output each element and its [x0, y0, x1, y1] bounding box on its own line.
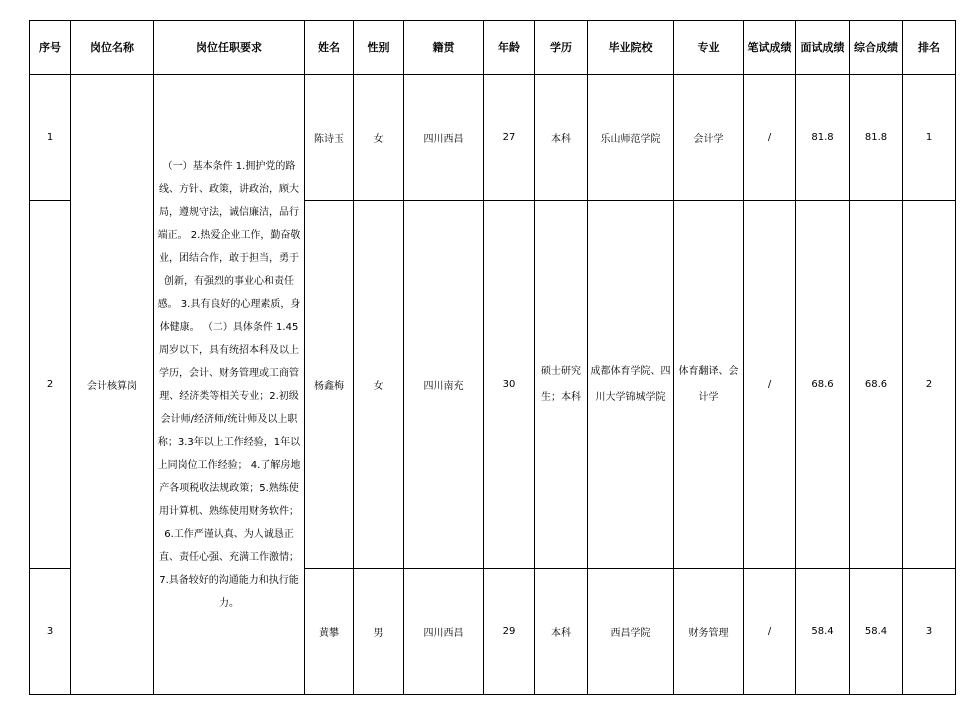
header-major: 专业 [674, 21, 744, 75]
cell-school: 成都体育学院、四川大学锦城学院 [588, 201, 674, 569]
cell-name: 陈诗玉 [305, 75, 354, 201]
cell-school: 西昌学院 [588, 569, 674, 695]
cell-name: 杨鑫梅 [305, 201, 354, 569]
cell-total: 58.4 [850, 569, 903, 695]
table-header-row [30, 21, 956, 75]
cell-school: 乐山师范学院 [588, 75, 674, 201]
cell-origin: 四川西昌 [404, 75, 484, 201]
header-requirements: 岗位任职要求 [154, 21, 305, 75]
cell-education: 本科 [535, 569, 588, 695]
cell-requirements: （一）基本条件 1.拥护党的路线、方针、政策，讲政治，顾大局，遵规守法，诚信廉洁，品行端正。 2.热爱企业工作，勤奋敬业，团结合作，敢于担当，勇于创新，有强烈的事业心和责任感。 3.具有良好的心理素质，身体健康。 （二）具体条件 1.45周岁以下，具有统招本科及以上学历，会计、财务管理或工商管理、经济类等相关专业；2.初级会计师/经济师/统计师及以上职称；3.3年以上工作经验，1年以上同岗位工作经验； 4.了解房地产各项税收法规政策；5.熟练使用计算机、熟练使用财务软件； 6.工作严谨认真、为人诚恳正直、责任心强、充满工作激情； 7.具备较好的沟通能力和执行能力。 [154, 75, 305, 695]
cell-major: 体育翻译、会计学 [674, 201, 744, 569]
cell-gender: 女 [354, 75, 404, 201]
cell-written: / [744, 201, 796, 569]
cell-rank: 1 [903, 75, 956, 201]
header-gender: 性别 [354, 21, 404, 75]
cell-total: 81.8 [850, 75, 903, 201]
header-origin: 籍贯 [404, 21, 484, 75]
cell-rank: 2 [903, 201, 956, 569]
table-row [30, 75, 956, 201]
cell-education: 硕士研究生；本科 [535, 201, 588, 569]
cell-major: 财务管理 [674, 569, 744, 695]
header-position: 岗位名称 [71, 21, 154, 75]
header-name: 姓名 [305, 21, 354, 75]
cell-interview: 58.4 [796, 569, 850, 695]
cell-age: 30 [484, 201, 535, 569]
cell-interview: 81.8 [796, 75, 850, 201]
cell-total: 68.6 [850, 201, 903, 569]
header-written: 笔试成绩 [744, 21, 796, 75]
cell-no: 2 [30, 201, 71, 569]
cell-origin: 四川南充 [404, 201, 484, 569]
cell-no: 3 [30, 569, 71, 695]
cell-gender: 女 [354, 201, 404, 569]
cell-age: 29 [484, 569, 535, 695]
cell-interview: 68.6 [796, 201, 850, 569]
header-age: 年龄 [484, 21, 535, 75]
cell-no: 1 [30, 75, 71, 201]
cell-written: / [744, 569, 796, 695]
cell-education: 本科 [535, 75, 588, 201]
cell-position-name: 会计核算岗 [71, 75, 154, 695]
header-rank: 排名 [903, 21, 956, 75]
header-interview: 面试成绩 [796, 21, 850, 75]
cell-major: 会计学 [674, 75, 744, 201]
header-school: 毕业院校 [588, 21, 674, 75]
cell-written: / [744, 75, 796, 201]
cell-gender: 男 [354, 569, 404, 695]
cell-name: 黄攀 [305, 569, 354, 695]
cell-rank: 3 [903, 569, 956, 695]
cell-origin: 四川西昌 [404, 569, 484, 695]
candidate-result-table [29, 20, 956, 695]
header-no: 序号 [30, 21, 71, 75]
cell-age: 27 [484, 75, 535, 201]
header-education: 学历 [535, 21, 588, 75]
header-total: 综合成绩 [850, 21, 903, 75]
